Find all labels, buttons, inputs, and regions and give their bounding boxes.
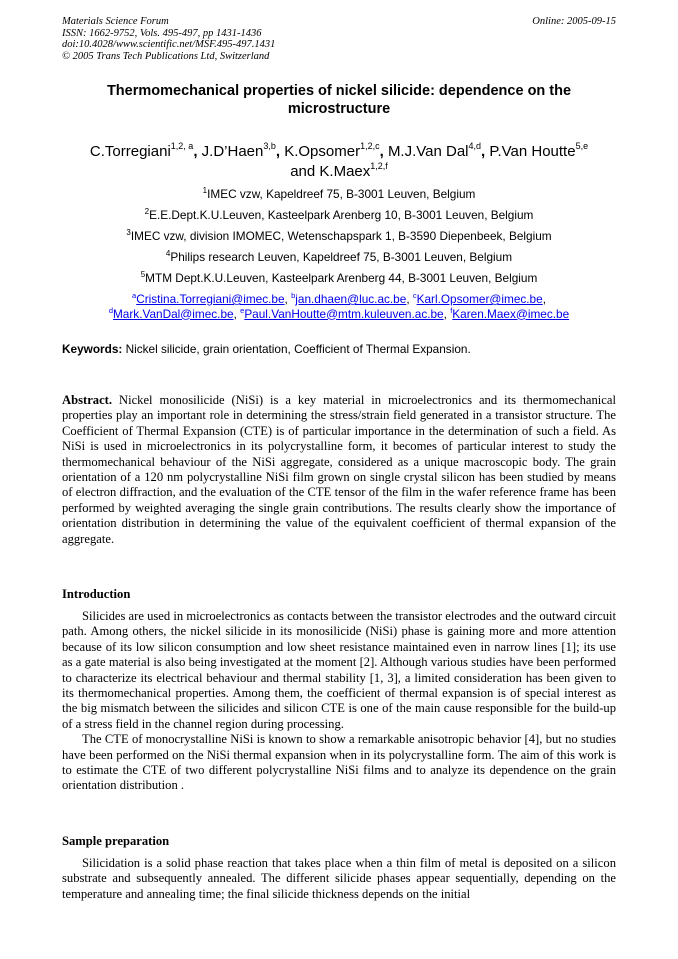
affiliation-superscript: 3: [126, 228, 131, 237]
section-heading-introduction: Introduction: [62, 587, 131, 601]
affiliation-superscript: 2: [144, 207, 150, 216]
affiliation-superscript: 4: [165, 249, 171, 258]
abstract: [62, 393, 616, 547]
author-superscript: 1,2, a: [170, 141, 194, 151]
paper-title: Thermomechanical properties of nickel silicide: dependence on the microstructure: [106, 83, 572, 117]
email-superscript: a: [132, 291, 137, 300]
affiliation-superscript: 5: [140, 270, 146, 279]
email-link[interactable]: Karen.Maex@imec.be: [452, 306, 570, 321]
keywords: [62, 342, 616, 357]
section-heading-sample-preparation: Sample preparation: [62, 834, 170, 848]
email-list: $^a$Cristina.Torregiani@imec.be, $^b$jan.dhaen@luc.ac.be, $^c$Karl.Opsomer@imec.be, $^d$Mark.VanDal@imec.be, $^e$Paul.VanHoutte@mtm.kuleuven.ac.be, $^f$Karen.Maex@imec.be: [108, 291, 570, 321]
affiliation-text: E.E.Dept.K.U.Leuven, Kasteelpark Arenberg 10, B-3001 Leuven, Belgium: [149, 208, 534, 222]
email-link[interactable]: Cristina.Torregiani@imec.be: [136, 292, 285, 306]
email-link[interactable]: Karl.Opsomer@imec.be: [416, 292, 543, 306]
author-superscript: 1,2,c: [360, 141, 380, 151]
author-name: C.Torregiani: [89, 143, 171, 160]
keywords-label: Keywords:: [62, 342, 123, 356]
journal-doi: doi:10.4028/www.scientific.net/MSF.495-497.1431: [62, 39, 276, 50]
affiliation: [62, 186, 616, 207]
email-link[interactable]: jan.dhaen@luc.ac.be: [295, 292, 407, 306]
affiliation: [62, 270, 616, 291]
affiliation-text: IMEC vzw, division IMOMEC, Wetenschapspark 1, B-3590 Diepenbeek, Belgium: [130, 229, 552, 243]
paragraph: Silicides are used in microelectronics as contacts between the transistor electrodes and the outward circuit path. Among others, the nickel silicide in its monosilicide (NiSi) phase is gaining more and more attention because of its low silicon consumption and low sheet resistance maintained even in narrow lines [1]; its use as a gate material is also being investigated at the moment [2]. Although various studies have been performed to characterize its electrical behaviour and thermal stability [1, 3], a limited consideration has been given to its thermomechanical properties. Among them, the coefficient of thermal expansion is of special interest as the big mismatch between the silicides and silicon CTE is one of the main cause responsible for the build-up of a stress field in the channel region during processing.: [62, 609, 616, 731]
author-name: K.Opsomer: [284, 143, 361, 160]
affiliation-text: Philips research Leuven, Kapeldreef 75, B-3001 Leuven, Belgium: [170, 250, 513, 264]
author-superscript: 5,e: [575, 141, 589, 151]
affiliation-superscript: 1: [202, 186, 208, 195]
online-date: Online: 2005-09-15: [532, 16, 616, 27]
email-superscript: b: [291, 291, 296, 300]
abstract-text: Nickel monosilicide (NiSi) is a key material in microelectronics and its thermomechanical properties play an important role in determining the stress/strain field generated in a transistor structure. The Coefficient of Thermal Expansion (CTE) is of particular importance in the determination of such a field. As NiSi is used in microelectronics in its polycrystalline form, it becomes of particular interest to study the thermomechanical behaviour of the NiSi aggregate, considered as a unique macroscopic body. The grain orientation of a 120 nm polycrystalline NiSi film grown on single crystal silicon has been studied by means of electron diffraction, and the evaluation of the CTE tensor of the film in the wafer reference frame has been performed by weighted averaging the single grain contributions. The results clearly show the importance of orientation distribution in determining the value of the equivalent coefficient of thermal expansion of the aggregate.: [62, 393, 616, 546]
email-superscript: d: [108, 305, 113, 315]
email-superscript: e: [240, 305, 245, 315]
email-link[interactable]: Mark.VanDal@imec.be: [112, 306, 234, 321]
journal-header: [62, 16, 616, 62]
affiliation: [62, 207, 616, 228]
journal-name: Materials Science Forum: [62, 16, 169, 27]
author-superscript: 1,2,f: [370, 161, 388, 171]
author-list: C.Torregiani$^{1,2, a}$, J.D’Haen$^{3,b}$, K.Opsomer$^{1,2,c}$, M.J.Van Dal$^{4,d}$, P.Van Houtte$^{5,e}$ and K.Maex$^{1,2,f}$: [89, 141, 589, 180]
paragraph: Silicidation is a solid phase reaction that takes place when a thin film of metal is deposited on a silicon substrate and subsequently annealed. The different silicide phases appear sequentially, depending on the temperature and annealing time; the final silicide thickness depends on the initial: [62, 856, 616, 901]
email-link[interactable]: Paul.VanHoutte@mtm.kuleuven.ac.be: [244, 306, 444, 321]
affiliation-list: [62, 186, 616, 291]
author-name: M.J.Van Dal: [387, 143, 469, 160]
affiliation: [62, 228, 616, 249]
introduction-body: [62, 609, 616, 794]
sample-preparation-body: [62, 856, 616, 902]
journal-issn: ISSN: 1662-9752, Vols. 495-497, pp 1431-1436: [62, 27, 262, 39]
affiliation-text: IMEC vzw, Kapeldreef 75, B-3001 Leuven, Belgium: [207, 187, 476, 201]
author-superscript: 4,d: [468, 141, 482, 151]
paragraph: The CTE of monocrystalline NiSi is known to show a remarkable anisotropic behavior [4], but no studies have been performed on the NiSi thermal expansion when in its polycrystalline form. The aim of this work is to estimate the CTE of two different polycrystalline NiSi films and to analyze its dependence on the grain orientation distribution .: [62, 732, 616, 793]
affiliation: [62, 249, 616, 270]
author-superscript: 3,b: [263, 141, 276, 151]
keywords-text: Nickel silicide, grain orientation, Coefficient of Thermal Expansion.: [125, 342, 471, 356]
author-and: and: [290, 163, 316, 180]
email-superscript: f: [450, 305, 453, 315]
abstract-label: Abstract.: [62, 393, 113, 407]
email-superscript: c: [412, 291, 417, 300]
author-name: J.D’Haen: [201, 143, 264, 160]
affiliation-text: MTM Dept.K.U.Leuven, Kasteelpark Arenberg 44, B-3001 Leuven, Belgium: [145, 271, 538, 285]
journal-copyright: © 2005 Trans Tech Publications Ltd, Switzerland: [62, 50, 270, 62]
author-name: P.Van Houtte: [489, 143, 576, 160]
author-name: K.Maex: [319, 163, 371, 180]
